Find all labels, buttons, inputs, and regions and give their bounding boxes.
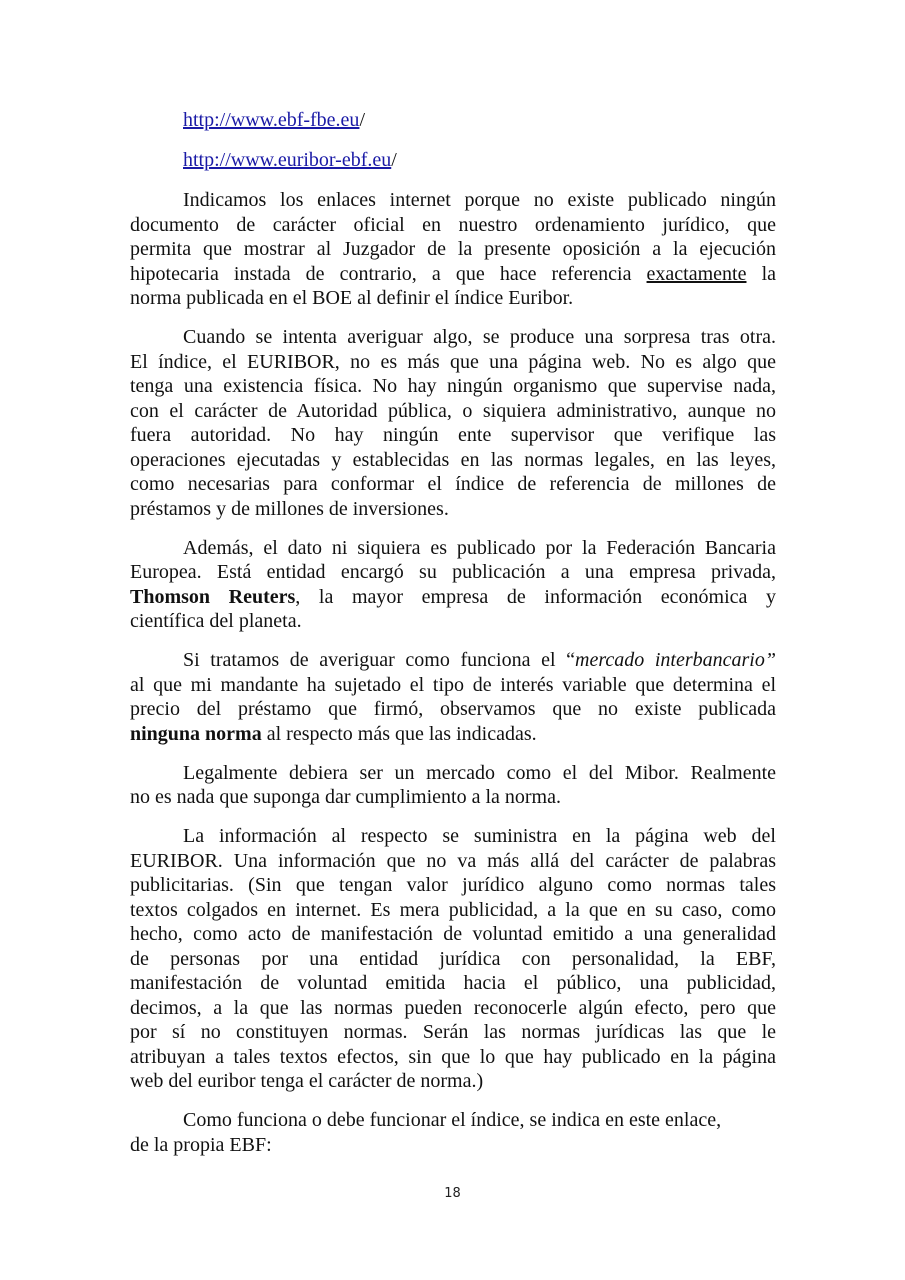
text-run: Si tratamos de averiguar como funciona el “ xyxy=(183,649,576,671)
text-run: Además, el dato ni siquiera es publicado por la Federación Bancaria xyxy=(183,536,776,559)
text-line xyxy=(130,1133,776,1158)
text-line xyxy=(130,673,776,698)
text-run: Indicamos los enlaces internet porque no existe publicado ningún xyxy=(183,189,776,211)
text-line xyxy=(130,237,776,262)
text-run: EURIBOR. Una información que no va más allá del carácter de palabras xyxy=(130,849,776,872)
text-line xyxy=(130,922,776,947)
text-line xyxy=(130,1020,776,1045)
text-line xyxy=(130,188,776,213)
text-line xyxy=(130,824,776,849)
text-line xyxy=(130,785,776,810)
text-line xyxy=(130,971,776,996)
underlined-text: exactamente xyxy=(646,262,747,285)
text-run: , la mayor empresa de información económica y xyxy=(295,585,777,608)
text-line xyxy=(130,213,776,238)
text-run: de personas por una entidad jurídica con personalidad, la EBF, xyxy=(130,947,776,970)
text-run: manifestación de voluntad emitida hacia el público, una publicidad, xyxy=(130,972,776,994)
text-run: la xyxy=(746,262,777,285)
paragraph xyxy=(130,648,776,746)
text-run: Legalmente debiera ser un mercado como el del Mibor. Realmente xyxy=(183,761,776,784)
text-line xyxy=(130,286,776,311)
text-run: decimos, a la que las normas pueden reconocerle algún efecto, pero que xyxy=(130,996,776,1019)
text-run: Cuando se intenta averiguar algo, se produce una sorpresa tras otra. xyxy=(183,326,776,348)
text-run: atribuyan a tales textos efectos, sin que lo que hay publicado en la página xyxy=(130,1045,776,1068)
text-line xyxy=(130,325,776,350)
text-line xyxy=(130,849,776,874)
text-run: al respecto más que las indicadas. xyxy=(261,722,537,745)
text-run: Como funciona o debe funcionar el índice, se indica en este enlace, xyxy=(183,1109,722,1131)
text-line xyxy=(130,1108,776,1133)
paragraph xyxy=(130,536,776,634)
text-line xyxy=(130,1045,776,1070)
bold-text: ninguna norma xyxy=(130,722,262,745)
text-run: La información al respecto se suministra en la página web del xyxy=(183,825,776,847)
ebf-link[interactable]: http://www.ebf-fbe.eu xyxy=(183,109,360,131)
paragraph xyxy=(130,188,776,311)
text-line xyxy=(130,947,776,972)
text-line xyxy=(130,399,776,424)
text-run: hipotecaria instada de contrario, a que hace referencia xyxy=(130,262,647,285)
text-run: como necesarias para conformar el índice de referencia de millones de xyxy=(130,473,776,495)
text-line xyxy=(130,374,776,399)
text-line xyxy=(130,761,776,786)
text-line xyxy=(130,472,776,497)
paragraph xyxy=(130,325,776,521)
text-line xyxy=(130,497,776,522)
text-line xyxy=(130,448,776,473)
text-line xyxy=(130,536,776,561)
text-run: fuera autoridad. No hay ningún ente supervisor que verifique las xyxy=(130,424,776,446)
text-line xyxy=(130,350,776,375)
text-line xyxy=(130,609,776,634)
body-text xyxy=(130,188,776,1157)
text-line xyxy=(130,648,776,673)
bold-text: Thomson Reuters xyxy=(130,585,296,608)
text-line xyxy=(130,898,776,923)
text-run: textos colgados en internet. Es mera publicidad, a la que en su caso, como xyxy=(130,898,776,921)
text-run: con el carácter de Autoridad pública, o siquiera administrativo, aunque no xyxy=(130,399,776,422)
text-run: al que mi mandante ha sujetado el tipo de interés variable que determina el xyxy=(130,673,776,696)
page-number: 18 xyxy=(444,1186,461,1201)
text-run: operaciones ejecutadas y establecidas en las normas legales, en las leyes, xyxy=(130,448,776,471)
text-run: publicitarias. (Sin que tengan valor jurídico alguno como normas tales xyxy=(130,874,776,896)
text-line xyxy=(130,873,776,898)
text-run: préstamos y de millones de inversiones. xyxy=(130,497,449,520)
text-run: web del euribor tenga el carácter de norma.) xyxy=(130,1070,484,1092)
paragraph xyxy=(130,761,776,810)
text-line xyxy=(130,262,776,287)
text-run: permita que mostrar al Juzgador de la presente oposición a la ejecución xyxy=(130,238,776,260)
text-run: tenga una existencia física. No hay ningún organismo que supervise nada, xyxy=(130,375,776,397)
text-line xyxy=(130,423,776,448)
text-line xyxy=(130,722,776,747)
link-line xyxy=(130,108,776,133)
link-suffix: / xyxy=(359,109,365,131)
text-run: de la propia EBF: xyxy=(130,1133,272,1156)
paragraph xyxy=(130,1108,776,1157)
text-line xyxy=(130,996,776,1021)
text-run: norma publicada en el BOE al definir el índice Euribor. xyxy=(130,287,574,309)
text-line xyxy=(130,560,776,585)
italic-text: mercado interbancario” xyxy=(575,649,776,671)
text-line xyxy=(130,585,776,610)
link-line xyxy=(130,148,776,173)
text-line xyxy=(130,1069,776,1094)
text-run: documento de carácter oficial en nuestro ordenamiento jurídico, que xyxy=(130,213,776,236)
text-run: por sí no constituyen normas. Serán las normas jurídicas las que le xyxy=(130,1021,776,1043)
link-suffix: / xyxy=(391,149,397,171)
text-run: no es nada que suponga dar cumplimiento a la norma. xyxy=(130,786,561,808)
euribor-link[interactable]: http://www.euribor-ebf.eu xyxy=(183,149,392,171)
text-run: El índice, el EURIBOR, no es más que una página web. No es algo que xyxy=(130,350,776,373)
paragraph xyxy=(130,824,776,1094)
text-run: precio del préstamo que firmó, observamos que no existe publicada xyxy=(130,698,776,720)
text-run: Europea. Está entidad encargó su publicación a una empresa privada, xyxy=(130,561,776,583)
text-line xyxy=(130,697,776,722)
text-run: hecho, como acto de manifestación de voluntad emitido a una generalidad xyxy=(130,923,776,945)
document-page xyxy=(130,108,776,1172)
text-run: científica del planeta. xyxy=(130,610,302,632)
